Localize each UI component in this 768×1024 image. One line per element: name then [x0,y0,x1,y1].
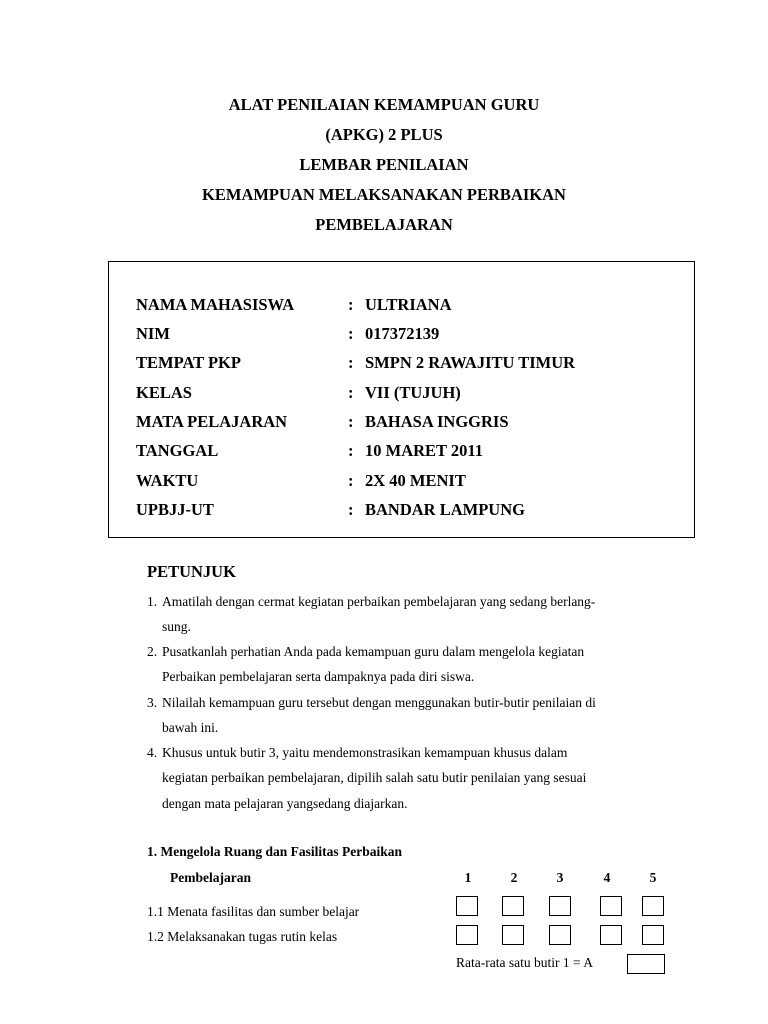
instruction-number: 1. [147,594,158,609]
identity-value: ULTRIANA [365,295,452,314]
title-line-5: PEMBELAJARAN [315,215,453,234]
identity-value: 017372139 [365,324,440,343]
identity-label: KELAS [136,383,192,402]
identity-colon: : [348,324,354,343]
identity-label: TANGGAL [136,441,219,460]
instruction-line: kegiatan perbaikan pembelajaran, dipilih salah satu butir penilaian yang sesuai [162,770,587,786]
title-line-4: KEMAMPUAN MELAKSANAKAN PERBAIKAN [202,185,566,204]
instruction-line: Amatilah dengan cermat kegiatan perbaikan pembelajaran yang sedang berlang- [162,594,596,609]
assessment-item-1-2: 1.2 Melaksanakan tugas rutin kelas [147,929,338,944]
instruction-line: sung. [162,619,191,635]
identity-value: BANDAR LAMPUNG [365,500,525,519]
identity-value: 10 MARET 2011 [365,441,483,460]
instruction-item-2 [147,639,667,690]
instruction-line: Nilailah kemampuan guru tersebut dengan menggunakan butir-butir penilaian di [162,695,596,710]
instruction-item-4 [147,740,667,816]
identity-value: BAHASA INGGRIS [365,412,509,431]
score-checkbox-1-2-4[interactable] [600,925,622,945]
identity-label: WAKTU [136,471,199,490]
title-line-1: ALAT PENILAIAN KEMAMPUAN GURU [228,95,540,114]
identity-colon: : [348,441,354,460]
identity-colon: : [348,412,354,431]
instruction-number: 2. [147,644,158,659]
identity-colon: : [348,500,354,519]
instruction-line: Perbaikan pembelajaran serta dampaknya pada diri siswa. [162,669,475,685]
score-checkbox-1-2-3[interactable] [549,925,571,945]
identity-value: SMPN 2 RAWAJITU TIMUR [365,353,576,372]
identity-value: VII (TUJUH) [365,383,461,402]
score-checkbox-1-2-2[interactable] [502,925,524,945]
instruction-line: dengan mata pelajaran yangsedang diajarkan. [162,795,408,811]
identity-label: UPBJJ-UT [136,500,214,519]
instruction-line: Pusatkanlah perhatian Anda pada kemampuan guru dalam mengelola kegiatan [162,644,585,659]
score-checkbox-1-1-2[interactable] [502,896,524,916]
identity-value: 2X 40 MENIT [365,471,466,490]
identity-box [108,261,695,538]
score-checkbox-1-1-4[interactable] [600,896,622,916]
identity-colon: : [348,353,354,372]
score-checkbox-1-2-5[interactable] [642,925,664,945]
instruction-number: 3. [147,695,158,710]
identity-colon: : [348,471,354,490]
instruction-item-1 [147,589,667,640]
score-checkbox-1-1-1[interactable] [456,896,478,916]
instruction-number: 4. [147,745,158,760]
average-label: Rata-rata satu butir 1 = A [456,955,593,970]
score-header-4: 4 [603,870,611,885]
identity-label: TEMPAT PKP [136,353,241,372]
assessment-item-1-1: 1.1 Menata fasilitas dan sumber belajar [147,904,360,919]
section-heading-continued: Pembelajaran [170,870,251,885]
score-checkbox-1-1-5[interactable] [642,896,664,916]
section-heading: 1. Mengelola Ruang dan Fasilitas Perbaikan [147,844,403,859]
score-checkbox-1-1-3[interactable] [549,896,571,916]
average-input-box[interactable] [627,954,665,974]
document-title [0,90,768,240]
title-line-2: (APKG) 2 PLUS [325,125,443,144]
instruction-item-3 [147,690,667,741]
identity-label: MATA PELAJARAN [136,412,288,431]
score-header-2: 2 [510,870,518,885]
instructions-heading: PETUNJUK [147,562,236,581]
instruction-line: bawah ini. [162,720,219,736]
score-checkbox-1-2-1[interactable] [456,925,478,945]
score-header-5: 5 [649,870,657,885]
instruction-line: Khusus untuk butir 3, yaitu mendemonstrasikan kemampuan khusus dalam [162,745,568,760]
title-line-3: LEMBAR PENILAIAN [299,155,469,174]
score-header-1: 1 [464,870,472,885]
identity-label: NIM [136,324,170,343]
identity-colon: : [348,295,354,314]
identity-label: NAMA MAHASISWA [136,295,295,314]
score-header-3: 3 [556,870,564,885]
identity-colon: : [348,383,354,402]
